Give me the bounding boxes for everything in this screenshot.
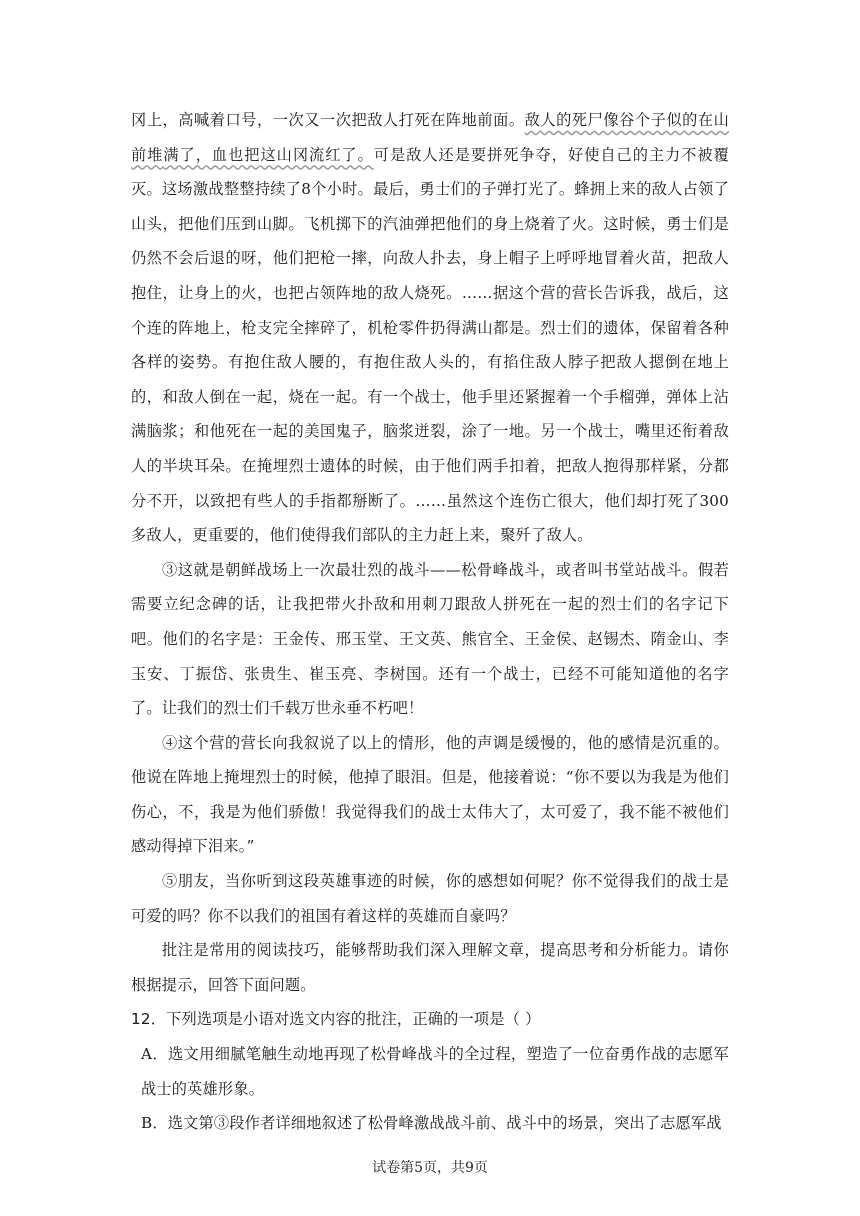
passage-paragraph-continued	[131, 103, 729, 553]
passage-text: 冈上，高喊着口号，一次又一次把敌人打死在阵地前面。	[131, 111, 525, 129]
page-footer: 试卷第5页，共9页	[372, 1160, 488, 1176]
passage-paragraph-3: ③这就是朝鲜战场上一次最壮烈的战斗——松骨峰战斗，或者叫书堂站战斗。假若需要立纪念碑的话，让我把带火扑敌和用刺刀跟敌人拼死在一起的烈士们的名字记下吧。他们的名字是：王金传、邢玉堂、王文英、熊官全、王金侯、赵锡杰、隋金山、李玉安、丁振岱、张贵生、崔玉亮、李树国。还有一个战士，已经不可能知道他的名字了。让我们的烈士们千载万世永垂不朽吧！	[131, 560, 729, 718]
instruction-text: 批注是常用的阅读技巧，能够帮助我们深入理解文章，提高思考和分析能力。请你根据提示，回答下面问题。	[131, 941, 729, 994]
option-b[interactable]: B．选文第③段作者详细地叙述了松骨峰激战战斗前、战斗中的场景，突出了志愿军战	[141, 1114, 722, 1133]
passage-paragraph-5: ⑤朋友，当你听到这段英雄事迹的时候，你的感想如何呢？你不觉得我们的战士是可爱的吗？你不以我们的祖国有着这样的英雄而自豪吗？	[131, 872, 729, 925]
underlined-sentence-end: 满了，血也把这山冈流红了。	[163, 145, 374, 164]
passage-text-rest: 可是敌人还是要拼死争夺，好使自己的主力不被覆灭。这场激战整整持续了8个小时。最后，勇士们的子弹打光了。蜂拥上来的敌人占领了山头，把他们压到山脚。飞机掷下的汽油弹把他们的身上烧着了火。这时候，勇士们是仍然不会后退的呀，他们把枪一摔，向敌人扑去，身上帽子上呼呼地冒着火苗，把敌人抱住，让身上的火，也把占领阵地的敌人烧死。……据这个营的营长告诉我，战后，这个连的阵地上，枪支完全摔碎了，机枪零件扔得满山都是。烈士们的遗体，保留着各种各样的姿势。有抱住敌人腰的，有抱住敌人头的，有掐住敌人脖子把敌人摁倒在地上的，和敌人倒在一起，烧在一起。有一个战士，他手里还紧握着一个手榴弹，弹体上沾满脑浆；和他死在一起的美国鬼子，脑浆迸裂，涂了一地。另一个战士，嘴里还衔着敌人的半块耳朵。在掩埋烈士遗体的时候，由于他们两手扣着，把敌人抱得那样紧，分都分不开，以致把有些人的手指都掰断了。……虽然这个连伤亡很大，他们却打死了300多敌人，更重要的，他们使得我们部队的主力赶上来，聚歼了敌人。	[131, 145, 729, 545]
question-number: 12．	[131, 1010, 167, 1029]
passage-paragraph-4: ④这个营的营长向我叙说了以上的情形，他的声调是缓慢的，他的感情是沉重的。他说在阵地上掩埋烈士的时候，他掉了眼泪。但是，他接着说：“你不要以为我是为他们伤心，不，我是为他们骄傲！我觉得我们的战士太伟大了，太可爱了，我不能不被他们感动得掉下泪来。”	[131, 733, 729, 856]
page-content	[131, 103, 729, 1141]
option-a[interactable]: A．选文用细腻笔触生动地再现了松骨峰战斗的全过程，塑造了一位奋勇作战的志愿军战士的英雄形象。	[141, 1045, 729, 1098]
question-12-stem	[131, 1002, 729, 1037]
underlined-sentence: 敌人的死尸像谷个子似的在山前堆	[131, 111, 729, 164]
question-stem: 下列选项是小语对选文内容的批注，正确的一项是（ ）	[166, 1010, 541, 1029]
